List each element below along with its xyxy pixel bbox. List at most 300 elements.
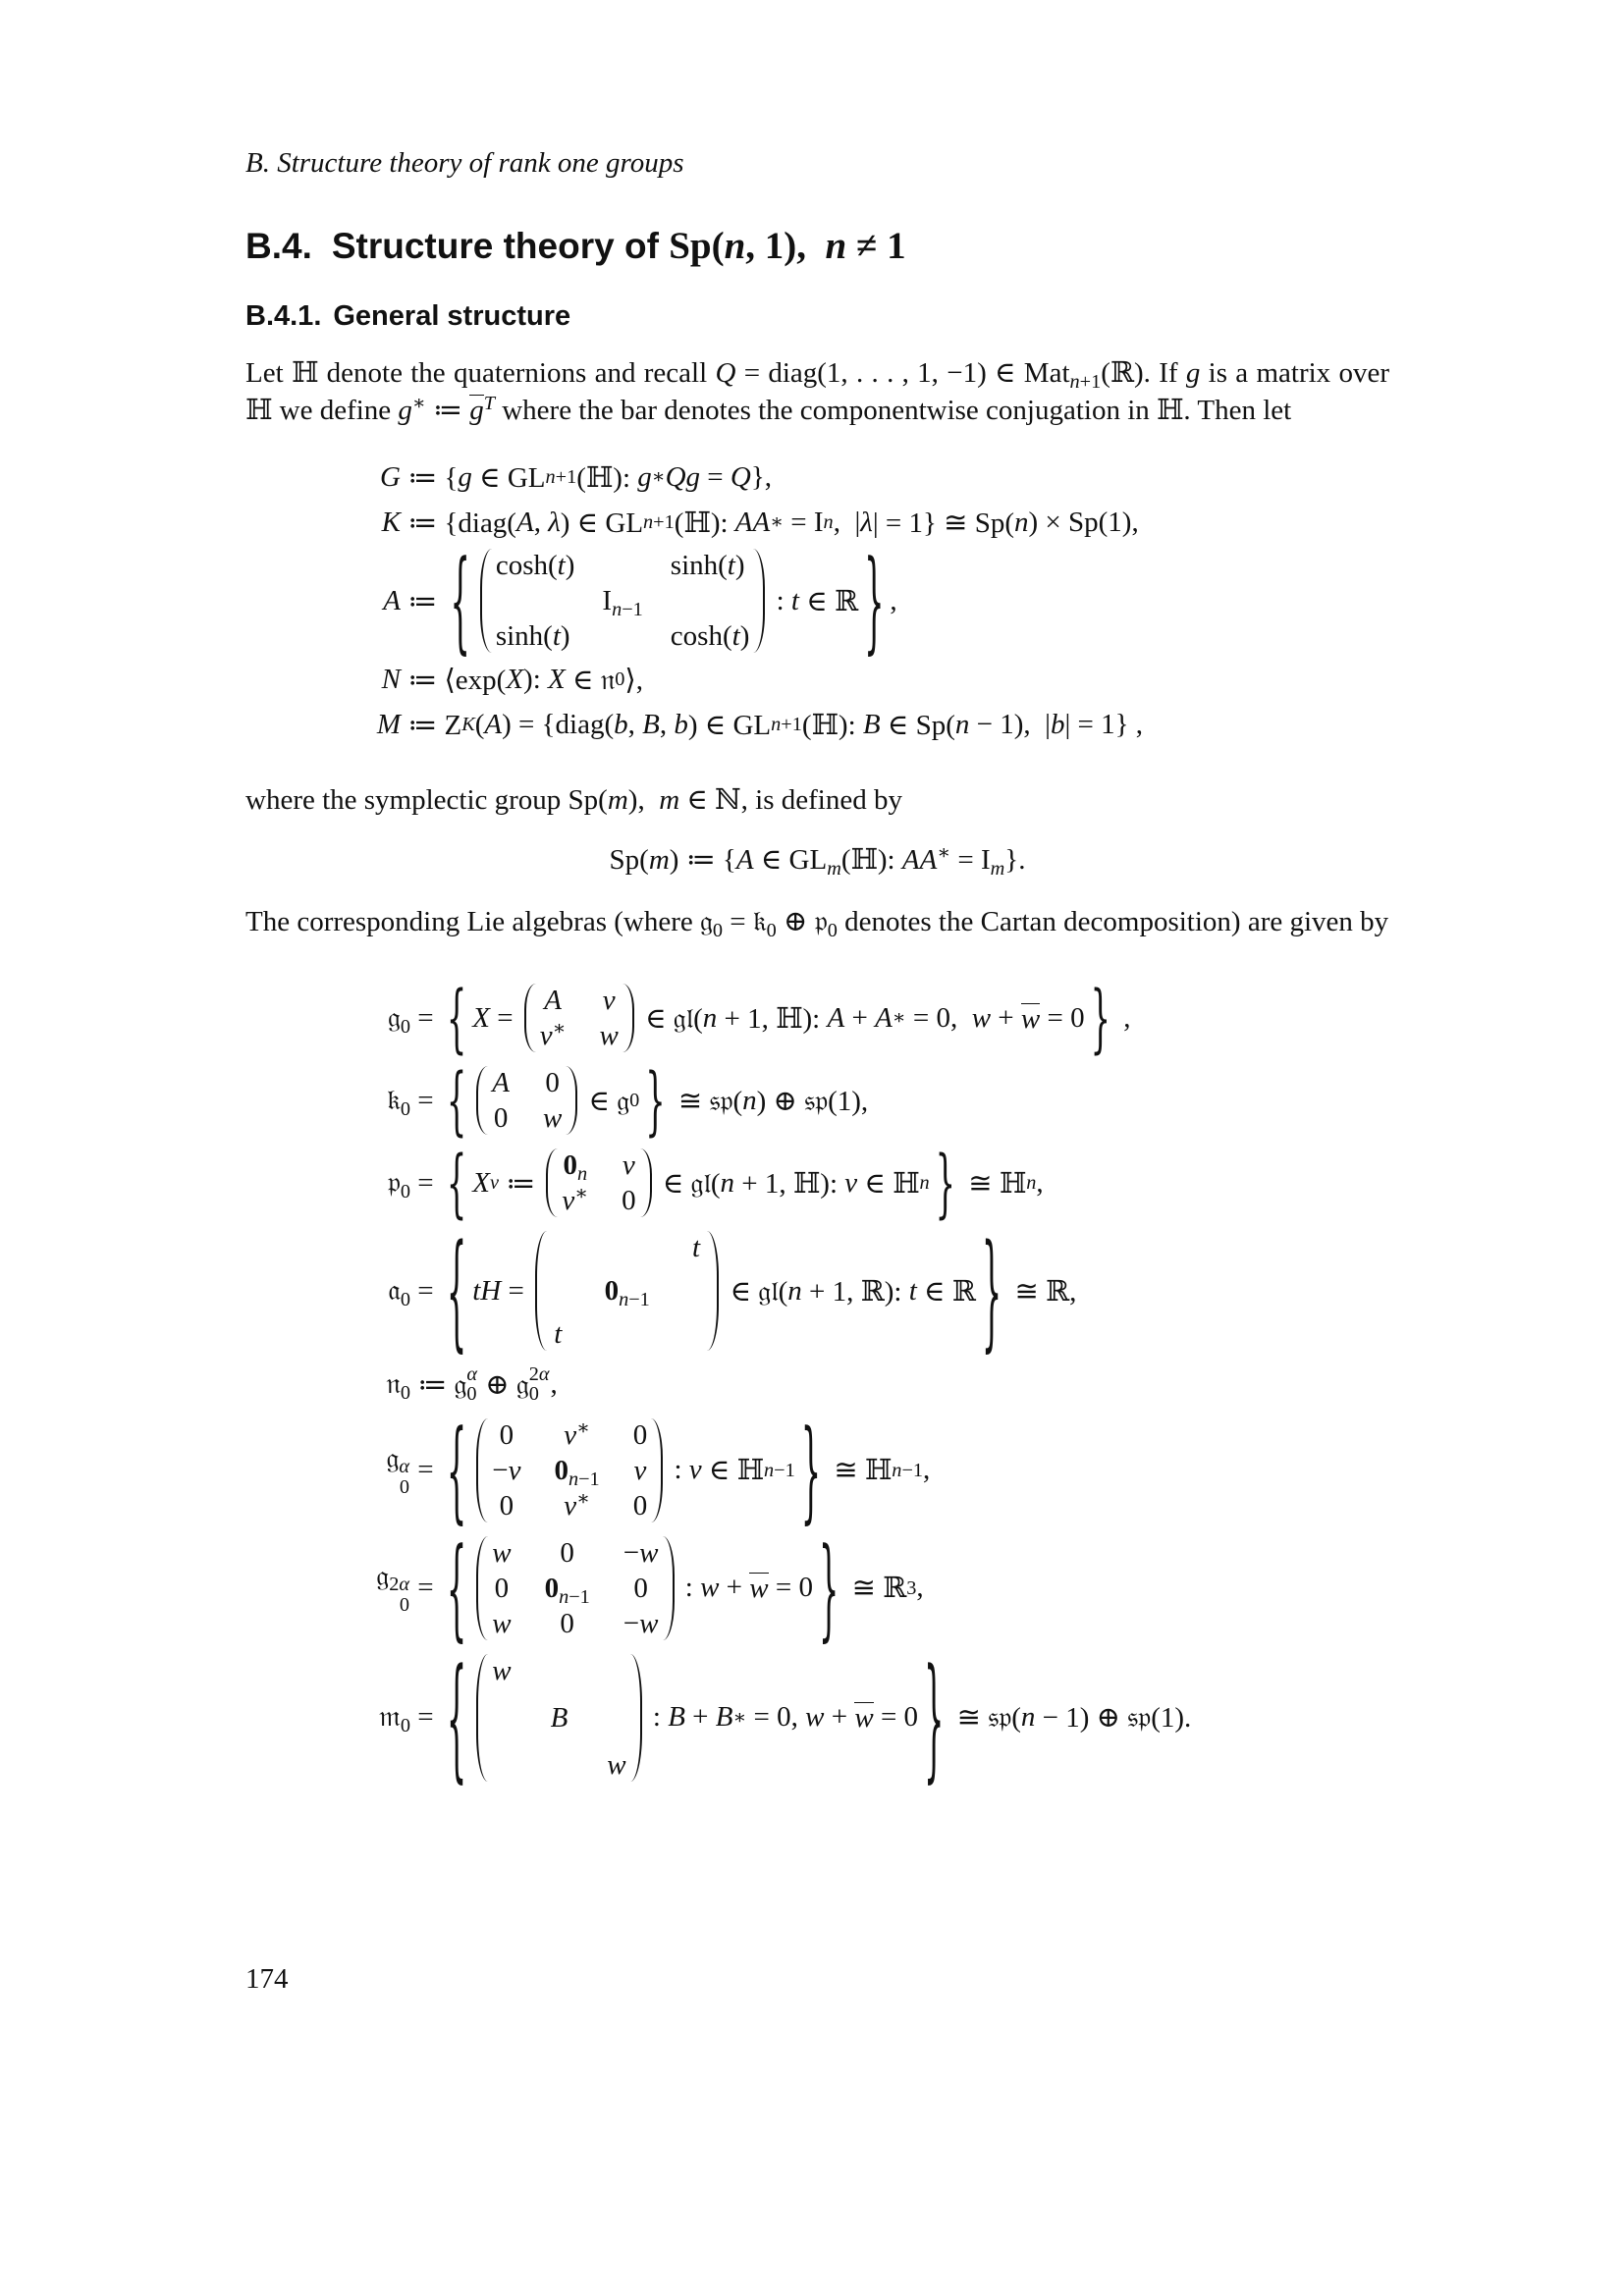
set-builder bbox=[441, 1138, 961, 1228]
math-variable: t bbox=[552, 620, 561, 652]
math-text: = bbox=[410, 1001, 441, 1034]
math-text: , bbox=[550, 1367, 558, 1400]
math-text: −1 bbox=[774, 1459, 795, 1481]
math-text: (ℍ): bbox=[576, 461, 638, 494]
subscript bbox=[612, 599, 643, 620]
right-paren-icon bbox=[753, 549, 765, 653]
math-text: ∗ bbox=[411, 392, 426, 414]
math-text: ≅ 𝔰𝔭( bbox=[671, 1085, 743, 1117]
left-brace-icon: { bbox=[446, 1405, 467, 1536]
right-paren-icon bbox=[651, 1418, 663, 1522]
set-contents bbox=[472, 1148, 929, 1217]
math-variable: v bbox=[508, 1454, 521, 1486]
math-text: ≔ ⟨exp( bbox=[401, 664, 507, 696]
matrix-cell bbox=[552, 1748, 567, 1782]
math-variable: w bbox=[492, 1654, 512, 1686]
bold-zero-matrix: 0 bbox=[563, 1149, 577, 1181]
left-brace-icon: { bbox=[446, 1637, 467, 1797]
math-variable: n bbox=[724, 225, 746, 267]
equation-lhs bbox=[245, 1701, 410, 1737]
equation-lhs bbox=[245, 1167, 410, 1200]
set-contents bbox=[472, 1536, 813, 1640]
matrix-cell bbox=[563, 1148, 588, 1186]
matrix-cell bbox=[562, 1184, 588, 1217]
math-variable: n bbox=[568, 1468, 579, 1490]
math-variable: K bbox=[381, 506, 401, 538]
subscript bbox=[401, 1382, 410, 1404]
sub-superscript bbox=[399, 1457, 409, 1497]
paragraph-lie-algebras bbox=[245, 904, 1389, 941]
math-variable: λ bbox=[860, 506, 873, 538]
math-text: I bbox=[602, 585, 613, 616]
math-variable: n bbox=[823, 511, 834, 533]
set-builder bbox=[441, 973, 1116, 1063]
right-brace-icon: } bbox=[935, 1138, 956, 1228]
math-variable: v bbox=[539, 1020, 553, 1051]
math-text: The corresponding Lie algebras (where 𝔤 bbox=[245, 905, 713, 937]
math-variable: K bbox=[461, 714, 475, 735]
equation-row bbox=[245, 973, 1389, 1063]
math-text: ∈ 𝔤 bbox=[581, 1085, 630, 1117]
math-text: −1 bbox=[622, 599, 643, 621]
matrix bbox=[476, 1536, 674, 1640]
set-contents bbox=[472, 1418, 795, 1522]
equation-rhs bbox=[410, 1138, 1044, 1228]
math-variable: v bbox=[688, 1454, 702, 1486]
math-text: + 1, ℍ): bbox=[717, 1002, 828, 1035]
matrix-cell bbox=[492, 1607, 511, 1640]
math-text: ≔ 𝔤 bbox=[410, 1368, 467, 1401]
matrix-cell bbox=[551, 1274, 566, 1308]
math-variable: g bbox=[458, 460, 472, 493]
matrix-cell bbox=[492, 1454, 520, 1487]
math-variable: A bbox=[492, 1067, 510, 1098]
matrix-grid bbox=[547, 1231, 707, 1351]
math-text: ≠ 1 bbox=[846, 225, 906, 267]
left-paren-icon bbox=[476, 1066, 488, 1135]
math-variable: Q bbox=[730, 460, 751, 493]
matrix-cell bbox=[633, 1572, 648, 1605]
math-variable: v bbox=[622, 1149, 635, 1181]
matrix-cell bbox=[671, 584, 685, 617]
section-title-math bbox=[669, 225, 905, 267]
math-text: 0 bbox=[633, 1572, 648, 1604]
math-variable: M bbox=[376, 708, 401, 740]
sub-superscript bbox=[529, 1364, 550, 1405]
math-text: : bbox=[667, 1454, 689, 1486]
matrix bbox=[476, 1654, 641, 1782]
math-text: ∗ bbox=[937, 841, 951, 864]
math-text: 0 bbox=[622, 1185, 636, 1216]
math-variable: B bbox=[668, 1701, 685, 1734]
math-text: ) bbox=[560, 620, 570, 652]
equation-row bbox=[245, 1405, 1389, 1536]
left-paren-icon bbox=[524, 984, 536, 1052]
right-paren-icon bbox=[630, 1654, 642, 1782]
right-brace-icon: } bbox=[924, 1637, 945, 1797]
matrix-cell bbox=[689, 1317, 704, 1351]
matrix-cell bbox=[500, 1489, 514, 1522]
math-text: 0 bbox=[712, 919, 724, 941]
math-variable: N bbox=[381, 663, 401, 695]
math-text: −1 bbox=[568, 1585, 590, 1608]
matrix bbox=[476, 1066, 577, 1135]
math-variable: n bbox=[825, 225, 847, 267]
matrix-grid bbox=[488, 1418, 651, 1522]
matrix-cell bbox=[544, 1572, 590, 1608]
superscript bbox=[529, 1364, 550, 1384]
math-text: 𝔫 bbox=[386, 1367, 401, 1400]
math-text: 2 bbox=[389, 1574, 400, 1596]
math-text: + bbox=[684, 1701, 716, 1734]
running-header: B. Structure theory of rank one groups bbox=[245, 147, 684, 179]
math-text: ∗ bbox=[892, 1007, 906, 1029]
math-variable: t bbox=[731, 620, 740, 652]
math-text: 0 bbox=[493, 1102, 509, 1134]
equation-lhs bbox=[245, 1275, 410, 1308]
math-text: = 0 bbox=[873, 1701, 919, 1734]
equation-row bbox=[245, 706, 1389, 743]
math-text: (ℍ): bbox=[674, 507, 735, 539]
right-paren-icon bbox=[663, 1536, 675, 1640]
math-variable: n bbox=[643, 511, 654, 533]
equation-lhs bbox=[245, 507, 401, 539]
left-brace-icon: { bbox=[446, 1138, 467, 1228]
matrix-cell bbox=[620, 1231, 634, 1264]
superscript bbox=[412, 392, 426, 413]
matrix-cell bbox=[610, 1701, 624, 1735]
math-text: ) bbox=[565, 550, 575, 581]
math-text: | = 1} ≅ Sp( bbox=[872, 507, 1014, 539]
math-text: ∈ ℝ bbox=[798, 585, 859, 617]
math-variable: n bbox=[954, 708, 970, 740]
math-text: 0 bbox=[766, 919, 777, 941]
math-text: − bbox=[492, 1454, 509, 1486]
math-text: +1 bbox=[555, 466, 577, 488]
math-text: ): bbox=[523, 663, 548, 695]
math-text: , bbox=[890, 584, 897, 616]
equation-row bbox=[245, 504, 1389, 541]
set-builder bbox=[441, 1055, 672, 1146]
math-variable: AA bbox=[734, 506, 771, 538]
matrix-cell bbox=[544, 984, 562, 1017]
math-text: ) bbox=[734, 550, 745, 581]
equation-rhs bbox=[410, 1364, 558, 1405]
equation-rhs bbox=[410, 1522, 924, 1654]
math-text: 0 bbox=[827, 919, 838, 941]
math-text: 0 bbox=[400, 1097, 410, 1120]
matrix-cell bbox=[560, 1536, 574, 1570]
set-builder bbox=[441, 1216, 1007, 1365]
math-text: + bbox=[719, 1572, 750, 1604]
math-text: 𝔤 bbox=[376, 1561, 390, 1593]
math-variable: n bbox=[892, 1459, 902, 1481]
math-text: = bbox=[489, 1001, 520, 1034]
math-variable: A bbox=[875, 1001, 893, 1034]
matrix-cell bbox=[543, 1101, 562, 1135]
math-variable: b bbox=[1050, 708, 1065, 740]
math-text: ∈ GL bbox=[471, 461, 546, 494]
matrix-cell bbox=[551, 1701, 568, 1735]
subscript bbox=[401, 1289, 410, 1310]
math-variable: m bbox=[607, 784, 628, 816]
math-variable: tH bbox=[472, 1274, 502, 1307]
math-text: 0 bbox=[400, 1381, 410, 1404]
matrix bbox=[524, 984, 634, 1052]
math-variable: n bbox=[1020, 1701, 1036, 1734]
matrix-grid bbox=[488, 1066, 566, 1135]
matrix-cell bbox=[495, 1748, 510, 1782]
math-text: ∈ GL bbox=[753, 843, 828, 876]
math-variable: B bbox=[715, 1701, 733, 1734]
math-variable: T bbox=[483, 392, 495, 414]
subscript bbox=[401, 1098, 410, 1120]
matrix-cell bbox=[564, 1489, 590, 1522]
math-variable: b bbox=[674, 708, 688, 740]
paragraph-intro bbox=[245, 355, 1397, 429]
subscript bbox=[466, 1384, 477, 1404]
math-variable: λ bbox=[548, 506, 561, 538]
matrix-cell bbox=[623, 1148, 635, 1182]
math-variable: t bbox=[557, 550, 566, 581]
left-paren-icon bbox=[546, 1148, 558, 1217]
math-text: , bbox=[1036, 1166, 1044, 1199]
math-text: = 0, bbox=[905, 1001, 972, 1034]
matrix-grid bbox=[558, 1148, 639, 1217]
math-variable: A bbox=[515, 506, 534, 538]
page-number: 174 bbox=[245, 1963, 289, 1995]
matrix-cell bbox=[610, 1654, 624, 1687]
left-paren-icon bbox=[476, 1536, 488, 1640]
math-text: sinh( bbox=[670, 550, 728, 581]
math-text: = 0, bbox=[746, 1701, 806, 1734]
math-text: ∈ ℕ, is defined by bbox=[679, 784, 902, 816]
math-variable: v bbox=[489, 1172, 499, 1194]
math-text: 𝔪 bbox=[379, 1701, 401, 1734]
math-variable: α bbox=[399, 1456, 409, 1478]
math-text: = bbox=[410, 1274, 441, 1307]
math-text: +1 bbox=[1079, 371, 1102, 394]
subscript bbox=[828, 920, 838, 941]
math-text: ∗ bbox=[576, 1416, 590, 1439]
subsection-heading bbox=[245, 300, 570, 333]
math-text: ∈ Sp( bbox=[880, 709, 955, 741]
subscript bbox=[559, 1586, 590, 1608]
superscript bbox=[576, 1416, 590, 1438]
subscript bbox=[827, 858, 841, 880]
math-text: ≅ 𝔰𝔭( bbox=[949, 1702, 1021, 1735]
math-variable: v bbox=[633, 1454, 647, 1486]
math-variable: A bbox=[383, 584, 401, 616]
math-text: ∗ bbox=[552, 1017, 567, 1040]
math-variable: m bbox=[648, 843, 670, 876]
matrix-cell bbox=[671, 549, 745, 582]
equation-lhs bbox=[245, 1443, 410, 1497]
math-variable: t bbox=[908, 1274, 917, 1307]
math-variable: A bbox=[827, 1001, 845, 1034]
set-builder bbox=[441, 1637, 950, 1797]
equation-lhs bbox=[245, 709, 401, 741]
math-variable: v bbox=[564, 1489, 577, 1522]
matrix-cell bbox=[633, 1489, 648, 1522]
equation-rhs bbox=[401, 506, 1139, 540]
matrix-cell bbox=[620, 1317, 634, 1351]
equation-row bbox=[245, 1138, 1389, 1228]
math-text: , 1), bbox=[745, 225, 826, 267]
equation-rhs bbox=[401, 708, 1143, 742]
math-text: 0 bbox=[560, 1607, 574, 1639]
matrix-cell bbox=[495, 1701, 510, 1735]
set-builder bbox=[444, 535, 890, 667]
left-paren-icon bbox=[535, 1231, 547, 1351]
group-definitions bbox=[245, 458, 1389, 743]
math-text: − 1), | bbox=[969, 708, 1051, 740]
math-text: Let ℍ denote the quaternions and recall bbox=[245, 357, 716, 389]
math-variable: b bbox=[614, 708, 628, 740]
math-text: ≔ { bbox=[401, 461, 459, 494]
symplectic-group-definition bbox=[245, 841, 1389, 879]
math-text: −1 bbox=[628, 1289, 650, 1311]
set-builder bbox=[441, 1522, 844, 1654]
subscript bbox=[1070, 371, 1102, 393]
math-variable: n bbox=[1026, 1172, 1037, 1194]
math-variable: v bbox=[562, 1185, 575, 1216]
math-text: 0 bbox=[399, 1475, 409, 1498]
equation-row bbox=[245, 1216, 1389, 1365]
conjugate-variable: g bbox=[469, 394, 484, 426]
math-variable: n bbox=[612, 599, 623, 621]
math-variable: g bbox=[1185, 357, 1201, 389]
math-variable: n bbox=[1069, 371, 1080, 394]
matrix bbox=[535, 1231, 719, 1351]
equation-lhs bbox=[245, 1001, 410, 1038]
math-variable: n bbox=[576, 1163, 588, 1186]
left-brace-icon: { bbox=[446, 1055, 467, 1146]
math-text: , bbox=[659, 708, 675, 740]
math-text: ⟩, bbox=[624, 664, 643, 696]
matrix-cell bbox=[604, 1274, 650, 1311]
math-text: ) ⊕ 𝔰𝔭(1), bbox=[756, 1085, 869, 1117]
math-text: ) × Sp(1), bbox=[1028, 506, 1139, 538]
math-variable: m bbox=[827, 857, 841, 880]
math-variable: v bbox=[564, 1418, 577, 1451]
matrix-cell bbox=[545, 1066, 560, 1099]
math-variable: w bbox=[492, 1536, 512, 1569]
math-text: where the bar denotes the componentwise conjugation in ℍ. Then let bbox=[494, 394, 1292, 426]
matrix-cell bbox=[496, 549, 575, 582]
matrix-cell bbox=[496, 584, 511, 617]
math-text: + 1, ℍ): bbox=[734, 1167, 845, 1200]
math-text: 0 bbox=[545, 1067, 560, 1098]
math-variable: w bbox=[639, 1607, 659, 1639]
math-text: ∈ 𝔤𝔩( bbox=[637, 1002, 703, 1035]
math-text: ∗ bbox=[770, 511, 785, 533]
matrix-grid bbox=[488, 1536, 662, 1640]
equation-row bbox=[245, 1364, 1389, 1405]
math-text: 0 bbox=[499, 1418, 514, 1451]
paragraph-symplectic bbox=[245, 782, 1389, 820]
left-brace-icon: { bbox=[450, 535, 470, 667]
math-variable: t bbox=[554, 1318, 563, 1350]
math-text: + bbox=[844, 1001, 876, 1034]
math-text: : bbox=[769, 584, 791, 616]
math-text: ≔ bbox=[401, 585, 445, 617]
math-text: = 0 bbox=[1040, 1001, 1085, 1034]
math-text: ∈ 𝔫 bbox=[565, 664, 616, 696]
matrix-cell bbox=[492, 1654, 511, 1687]
lie-algebra-definitions bbox=[245, 973, 1389, 1797]
matrix bbox=[476, 1418, 663, 1522]
math-variable: n bbox=[919, 1172, 930, 1194]
right-paren-icon bbox=[640, 1148, 652, 1217]
equation-row bbox=[245, 1055, 1389, 1146]
math-variable: w bbox=[607, 1748, 626, 1781]
math-variable: α bbox=[399, 1574, 409, 1596]
math-text: 0 bbox=[615, 668, 625, 690]
math-text: +1 bbox=[781, 714, 802, 735]
math-text: Sp( bbox=[669, 225, 725, 267]
math-text: 𝔤 bbox=[387, 1001, 401, 1034]
left-paren-icon bbox=[480, 549, 492, 653]
equation-lhs bbox=[245, 1084, 410, 1120]
matrix-grid bbox=[488, 1654, 629, 1782]
math-variable: n bbox=[720, 1166, 735, 1199]
math-text: , bbox=[533, 506, 549, 538]
math-text: ( bbox=[474, 708, 485, 740]
matrix-cell bbox=[623, 1607, 659, 1640]
subscript bbox=[619, 1289, 650, 1310]
math-variable: w bbox=[971, 1001, 992, 1034]
math-text: = 0 bbox=[768, 1572, 813, 1604]
superscript bbox=[937, 841, 950, 863]
equation-lhs bbox=[245, 585, 401, 617]
math-text: ∗ bbox=[732, 1706, 747, 1729]
section-title-text: Structure theory of bbox=[331, 226, 670, 266]
matrix-grid bbox=[536, 984, 623, 1052]
matrix-cell bbox=[633, 1418, 648, 1452]
math-text: = bbox=[410, 1454, 441, 1486]
subsection-title-text: General structure bbox=[333, 300, 571, 332]
matrix-cell bbox=[602, 584, 643, 621]
math-text: ≔ bbox=[425, 394, 470, 426]
math-variable: B bbox=[642, 708, 660, 740]
math-text: 0 bbox=[400, 1288, 410, 1310]
math-text: sinh( bbox=[495, 620, 553, 652]
math-text: = 𝔨 bbox=[723, 905, 767, 937]
equation-rhs bbox=[410, 1405, 931, 1536]
matrix-cell bbox=[599, 1019, 618, 1052]
math-text: = bbox=[501, 1274, 532, 1307]
math-text: ∈ ℍ bbox=[857, 1167, 920, 1200]
math-text: = bbox=[410, 1084, 441, 1116]
math-text: −1 bbox=[578, 1468, 600, 1490]
right-brace-icon: } bbox=[818, 1522, 839, 1654]
math-text: 0 bbox=[400, 1180, 410, 1202]
equation-lhs bbox=[245, 461, 401, 494]
math-variable: Qg bbox=[665, 460, 701, 493]
matrix-grid bbox=[492, 549, 754, 653]
bold-zero-matrix: 0 bbox=[554, 1454, 568, 1486]
math-text: 0 bbox=[400, 1715, 410, 1737]
left-paren-icon bbox=[476, 1654, 488, 1782]
math-variable: w bbox=[805, 1701, 825, 1734]
math-variable: g bbox=[398, 394, 412, 426]
matrix-cell bbox=[622, 1184, 636, 1217]
set-contents bbox=[472, 984, 1084, 1052]
equation-rhs bbox=[401, 535, 897, 667]
right-brace-icon: } bbox=[645, 1055, 666, 1146]
math-variable: w bbox=[599, 1020, 619, 1051]
